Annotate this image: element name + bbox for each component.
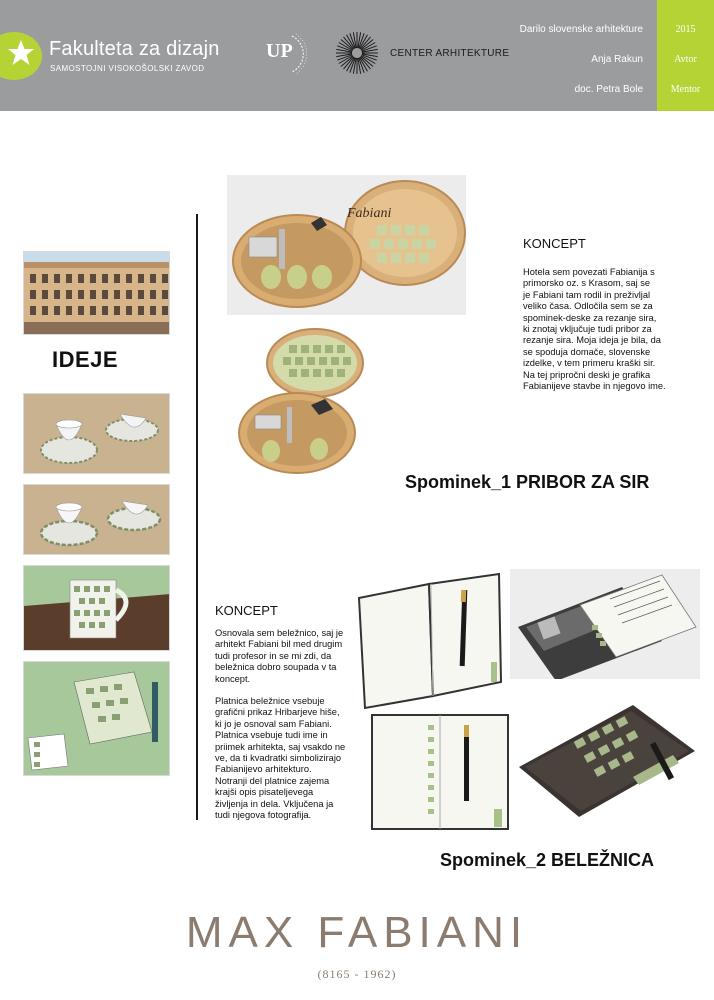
concept-line: arhitekt Fabiani bil med drugim [215, 639, 343, 650]
cups-render-1 [23, 393, 170, 474]
concept-line: veliko časa. Odločila sem se za [523, 301, 653, 312]
concept-line: krajši opis pisateljevega [215, 787, 314, 798]
architect-years: (8165 - 1962) [317, 967, 397, 981]
notebook-photo-2 [510, 569, 700, 679]
concept-line: izdelke, v tem primeru kraški sir. [523, 358, 656, 369]
concept-line: je Fabiani tam rodil in preživljal [523, 289, 651, 300]
concept-line: ki znotaj vključuje tudi pribor za [523, 324, 652, 335]
concept-line: rezanje sira. Moja ideja je bila, da [523, 335, 661, 346]
ideas-heading: IDEJE [52, 347, 119, 372]
university-seal-ring [266, 30, 308, 78]
concept-line: Notranji del platnice zajema [215, 775, 330, 786]
concept-line: Platnica vsebuje tudi ime in [215, 730, 328, 741]
concept-line: Osnovala sem beležnico, saj je [215, 628, 344, 638]
cups-render-2 [23, 484, 170, 555]
concept-line: ve, da ti kvadratki simbolizirajo [215, 753, 342, 764]
notebook-render [23, 661, 170, 776]
concept-line: Fabianijeve stavbe in njegovo ime. [523, 381, 666, 392]
concept-line: spominek-deske za rezanje sira, [523, 312, 657, 323]
faculty-name: Fakulteta za dizajn [49, 38, 220, 60]
building-photo [23, 251, 170, 335]
university-logo [266, 30, 308, 78]
divider-line [196, 214, 198, 820]
header-row-value: 2015 [675, 24, 696, 35]
concept-line: primorsko oz. s Krasom, saj se [523, 278, 651, 289]
header-row-label: doc. Petra Bole [574, 84, 643, 95]
concept-line: tudi profesor in se mi zdi, da [215, 650, 332, 661]
concept-line: priimek arhitekta, saj vsakdo ne [215, 741, 346, 752]
notebook-photo-4 [513, 697, 700, 822]
concept-line: ki jo je osnoval sam Fabiani. [215, 718, 332, 729]
concept-line: Platnica beležnice vsebuje [215, 696, 325, 707]
concept-line: življenja in dela. Vključena ja [215, 798, 334, 809]
concept-line: Na tej pripročni deski je grafika [523, 369, 651, 380]
concept-text [215, 628, 355, 822]
notebook-photo-1 [353, 570, 505, 710]
cheese-board-photo-1 [227, 175, 466, 315]
concept-text [523, 267, 693, 392]
architect-name: MAX FABIANI [185, 908, 529, 957]
header-row-label: Darilo slovenske arhitekture [519, 24, 643, 35]
center-arhitekture-logo [334, 30, 380, 76]
header-row-label: Anja Rakun [591, 54, 643, 65]
mug-render [23, 565, 170, 651]
university-initials: UP [266, 40, 293, 62]
notebook-photo-3 [370, 713, 510, 831]
concept-line: Hotela sem povezati Fabianija s [523, 267, 655, 277]
concept-line: tudi njegova fotografija. [215, 810, 312, 821]
concept-line: se spoduja domače, slovenske [523, 346, 651, 357]
cheese-board-photo-2 [231, 321, 376, 476]
souvenir-1-title: Spominek_1 PRIBOR ZA SIR [405, 472, 650, 492]
concept-heading: KONCEPT [215, 603, 278, 618]
board-brand-text: Fabiani [347, 206, 392, 221]
header-row-value: Mentor [670, 84, 701, 95]
concept-heading: KONCEPT [523, 236, 586, 251]
concept-line: grafični prikaz Hribarjeve hiše, [215, 707, 340, 718]
concept-line: Fabianijevo arhitekturo. [215, 764, 312, 775]
faculty-subtitle: SAMOSTOJNI VISOKOŠOLSKI ZAVOD [50, 64, 205, 73]
concept-line: koncept. [215, 673, 251, 684]
concept-line: beležnica dobro soupada v ta [215, 662, 337, 673]
souvenir-2-title: Spominek_2 BELEŽNICA [440, 850, 655, 870]
partner-name: CENTER ARHITEKTURE [390, 48, 510, 59]
header-row-value: Avtor [674, 54, 697, 65]
star-icon [6, 38, 36, 68]
